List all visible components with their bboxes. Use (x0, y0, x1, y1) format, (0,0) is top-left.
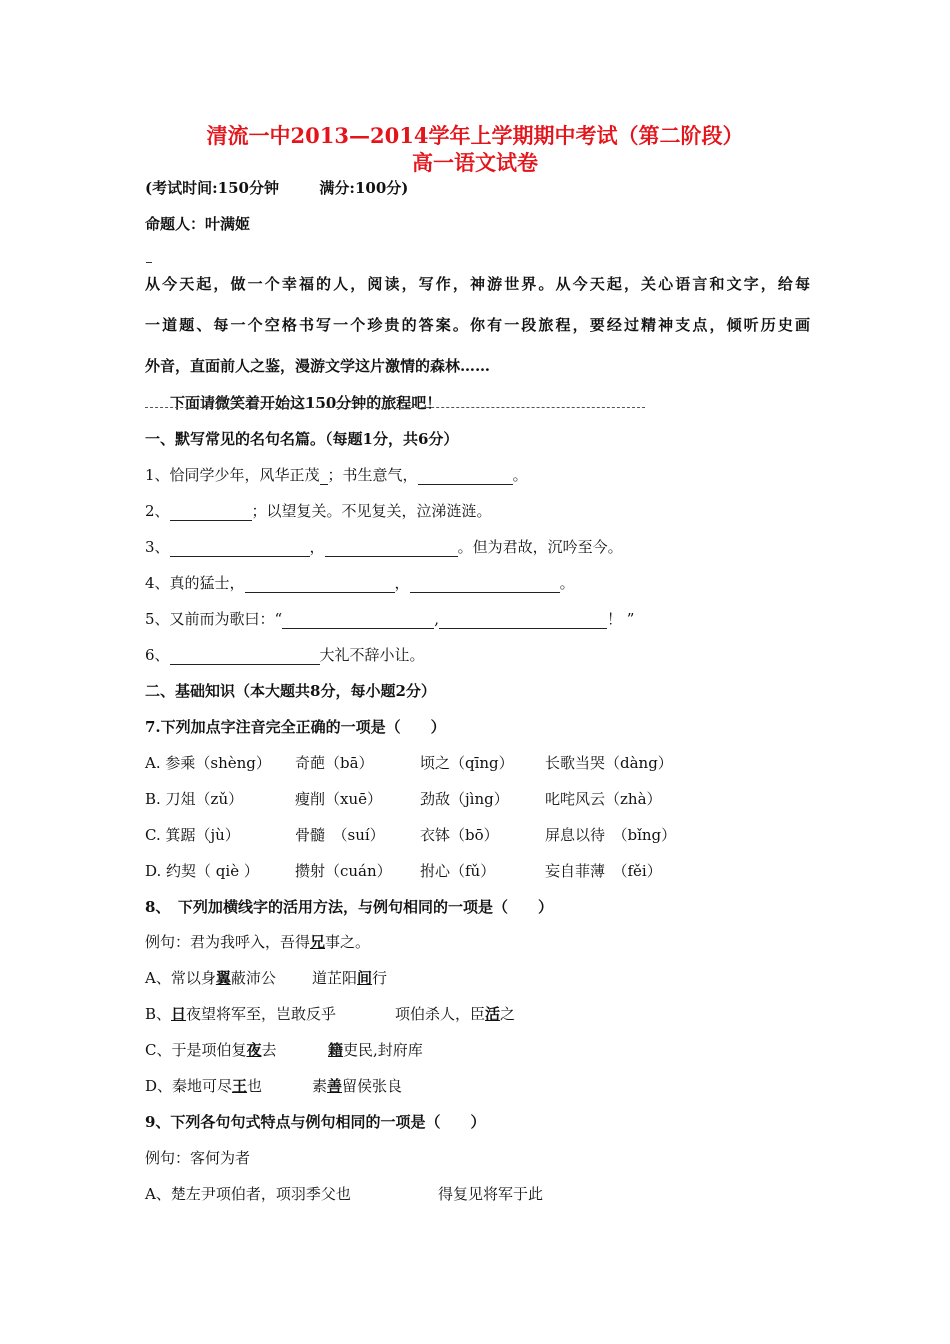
q8-option-c[interactable]: C、于是项伯复夜去 (145, 1041, 277, 1059)
intro-start: 下面请微笑着开始这150分钟的旅程吧！ (170, 394, 442, 412)
q7-option-a-4: 长歌当哭（dàng） (545, 754, 673, 772)
answer-blank[interactable] (282, 612, 434, 629)
section2-heading: 二、基础知识（本大题共8分，每小题2分） (145, 682, 436, 700)
answer-blank[interactable] (320, 468, 328, 485)
question-8-example: 例句：君为我呼入，吾得兄事之。 (145, 933, 371, 951)
q7-option-d-2: 攒射（cuán） (295, 862, 392, 880)
q7-option-b-2: 瘦削（xuē） (295, 790, 382, 808)
answer-blank[interactable] (170, 648, 320, 665)
q8-option-d-part2: 素善留侯张良 (312, 1077, 403, 1095)
answer-blank[interactable] (170, 540, 310, 557)
question-2: 2、 ；以望复关。不见复关，泣涕涟涟。 (145, 502, 492, 520)
answer-blank[interactable] (418, 468, 513, 485)
exam-title-line1: 清流一中2013—2014学年上学期期中考试（第二阶段） (206, 123, 744, 148)
q8-option-a-part2: 道芷阳间行 (312, 969, 388, 987)
question-9-stem: 9、下列各句句式特点与例句相同的一项是（ ） (145, 1113, 486, 1131)
answer-blank[interactable] (410, 576, 560, 593)
answer-blank[interactable] (439, 612, 607, 629)
q7-option-d-4: 妄自菲薄 （fěi） (545, 862, 662, 880)
question-7-stem: 7.下列加点字注音完全正确的一项是（ ） (145, 718, 446, 736)
dashed-divider (145, 407, 645, 408)
intro-line-2: 一道题、每一个空格书写一个珍贵的答案。你有一段旅程，要经过精神支点，倾听历史画 (145, 316, 810, 334)
question-9-example: 例句：客何为者 (145, 1149, 251, 1167)
answer-blank[interactable] (170, 504, 252, 521)
q7-option-a-3: 顷之（qīng） (420, 754, 514, 772)
q7-option-d-3: 拊心（fǔ） (420, 862, 496, 880)
q8-option-c-part2: 籍吏民,封府库 (328, 1041, 423, 1059)
q7-option-c-1[interactable]: C. 箕踞（jù） (145, 826, 240, 844)
answer-blank[interactable] (325, 540, 458, 557)
question-1: 1、恰同学少年，风华正茂 ；书生意气， 。 (145, 466, 528, 484)
exam-author: 命题人：叶满姬 (145, 215, 251, 233)
q8-option-b-part2: 项伯杀人，臣活之 (395, 1005, 516, 1023)
exam-time: (考试时间:150分钟 (145, 179, 279, 197)
q8-option-d[interactable]: D、秦地可尽王也 (145, 1077, 263, 1095)
full-score: 满分:100分) (319, 179, 409, 197)
section1-heading: 一、默写常见的名句名篇。（每题1分，共6分） (145, 430, 459, 448)
question-5: 5、又前而为歌曰：“ , ！ ” (145, 610, 635, 628)
question-6: 6、 大礼不辞小让。 (145, 646, 425, 664)
q9-option-a[interactable]: A、楚左尹项伯者，项羽季父也 (145, 1185, 351, 1203)
question-8-stem: 8、 下列加横线字的活用方法，与例句相同的一项是（ ） (145, 898, 553, 916)
question-4: 4、真的猛士， ， 。 (145, 574, 575, 592)
q7-option-c-3: 衣钵（bō） (420, 826, 499, 844)
q7-option-b-1[interactable]: B. 刀俎（zǔ） (145, 790, 244, 808)
exam-info (145, 178, 408, 198)
intro-line-3: 外音，直面前人之鉴，漫游文学这片激情的森林…… (145, 357, 491, 375)
q8-option-b[interactable]: B、日夜望将军至，岂敢反乎 (145, 1005, 337, 1023)
q7-option-a-2: 奇葩（bā） (295, 754, 374, 772)
answer-blank[interactable] (245, 576, 395, 593)
q8-option-a[interactable]: A、常以身翼蔽沛公 (145, 969, 276, 987)
exam-title-line2: 高一语文试卷 (412, 150, 538, 175)
q7-option-d-1[interactable]: D. 约契（ qiè ） (145, 862, 259, 880)
q7-option-c-2: 骨髓 （suí） (295, 826, 385, 844)
q7-option-a-1[interactable]: A. 参乘（shèng） (145, 754, 271, 772)
intro-line-1: 从今天起，做一个幸福的人，阅读，写作，神游世界。从今天起，关心语言和文字，给每 (145, 275, 810, 293)
q7-option-c-4: 屏息以待 （bǐng） (545, 826, 677, 844)
q7-option-b-4: 叱咤风云（zhà） (545, 790, 662, 808)
q7-option-b-3: 劲敌（jìng） (420, 790, 509, 808)
question-3: 3、 ， 。但为君故，沉吟至今。 (145, 538, 623, 556)
q9-option-a-part2: 得复见将军于此 (438, 1185, 544, 1203)
stray-mark (146, 262, 152, 263)
